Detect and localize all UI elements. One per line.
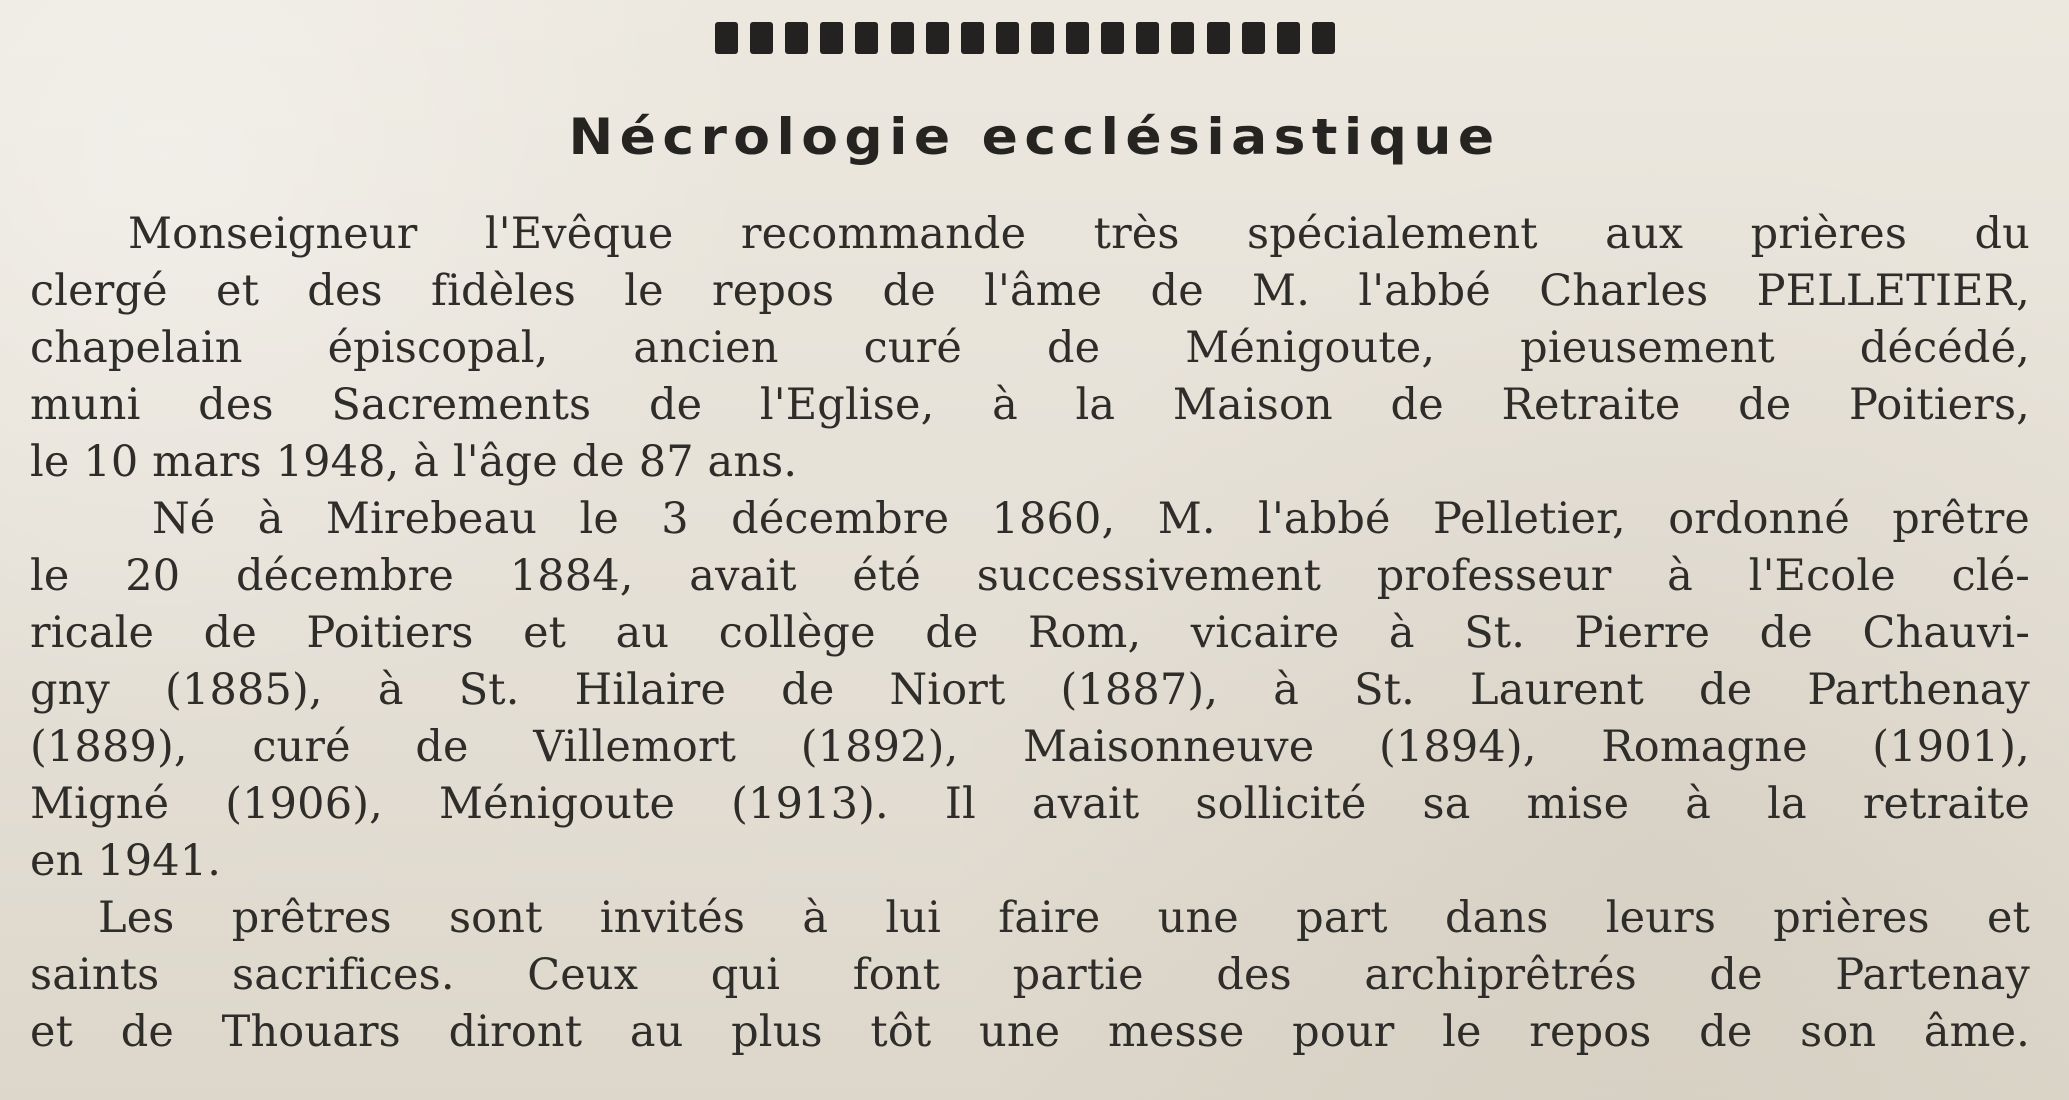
paragraph (30, 890, 2030, 1061)
ornament-block (785, 22, 808, 54)
ornament-block (961, 22, 984, 54)
ornament-block (926, 22, 949, 54)
text-line: Monseigneur l'Evêque recommande très spécialement aux prières du (128, 209, 2030, 259)
ornament-block (996, 22, 1019, 54)
paragraph (30, 206, 2030, 491)
text-line: clergé et des fidèles le repos de l'âme de M. l'abbé Charles PELLETIER, (30, 266, 2030, 316)
ornament-block (1242, 22, 1265, 54)
text-line: Né à Mirebeau le 3 décembre 1860, M. l'abbé Pelletier, ordonné prêtre (152, 494, 2030, 544)
text-line: gny (1885), à St. Hilaire de Niort (1887), à St. Laurent de Parthenay (30, 665, 2030, 715)
paragraph (30, 491, 2030, 890)
ornament-block (1277, 22, 1300, 54)
text-line: et de Thouars diront au plus tôt une messe pour le repos de son âme. (30, 1007, 2030, 1057)
ornament-block (820, 22, 843, 54)
ornament-block (1136, 22, 1159, 54)
ornament-block (1207, 22, 1230, 54)
page-title: Nécrologie ecclésiastique (568, 108, 1501, 166)
text-line: ricale de Poitiers et au collège de Rom, vicaire à St. Pierre de Chauvi- (30, 608, 2030, 658)
ornament-block (1031, 22, 1054, 54)
decorative-rule (715, 20, 1335, 56)
text-line: en 1941. (30, 836, 222, 886)
text-line: le 10 mars 1948, à l'âge de 87 ans. (30, 437, 798, 487)
ornament-block (891, 22, 914, 54)
text-line: chapelain épiscopal, ancien curé de Ménigoute, pieusement décédé, (30, 323, 2030, 373)
text-line: Les prêtres sont invités à lui faire une part dans leurs prières et (98, 893, 2030, 943)
ornament-block (1101, 22, 1124, 54)
text-line: muni des Sacrements de l'Eglise, à la Maison de Retraite de Poitiers, (30, 380, 2030, 430)
text-line: (1889), curé de Villemort (1892), Maisonneuve (1894), Romagne (1901), (30, 722, 2030, 772)
text-line: le 20 décembre 1884, avait été successivement professeur à l'Ecole clé- (30, 551, 2030, 601)
text-line: saints sacrifices. Ceux qui font partie des archiprêtrés de Partenay (30, 950, 2030, 1000)
ornament-block (855, 22, 878, 54)
text-line: Migné (1906), Ménigoute (1913). Il avait sollicité sa mise à la retraite (30, 779, 2030, 829)
ornament-block (715, 22, 738, 54)
ornament-block (1066, 22, 1089, 54)
ornament-block (1171, 22, 1194, 54)
article-body (30, 206, 2030, 1061)
ornament-block (750, 22, 773, 54)
ornament-block (1312, 22, 1335, 54)
